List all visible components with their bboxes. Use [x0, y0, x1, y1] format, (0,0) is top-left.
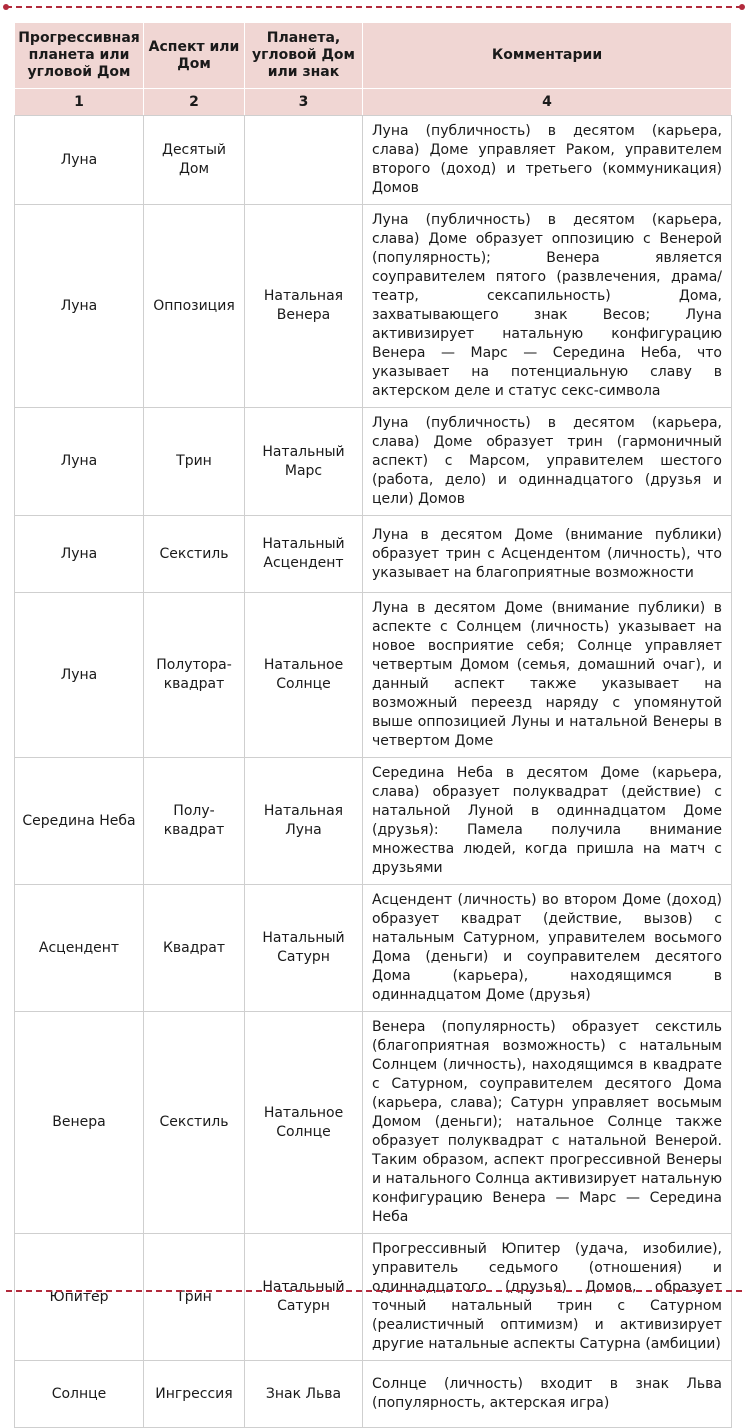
- aspect-cell: Секстиль: [144, 1012, 245, 1234]
- target-cell: Натальный Сатурн: [245, 1234, 363, 1361]
- header-col-1: Прогрессивная планета или угловой Дом: [15, 23, 144, 89]
- planet-cell: Луна: [15, 116, 144, 205]
- aspect-cell: Трин: [144, 1234, 245, 1361]
- planet-cell: Луна: [15, 593, 144, 758]
- planet-cell: Солнце: [15, 1361, 144, 1428]
- table-row: [15, 758, 732, 885]
- header-col-2: Аспект или Дом: [144, 23, 245, 89]
- corner-dot: [3, 4, 9, 10]
- planet-cell: Юпитер: [15, 1234, 144, 1361]
- table-row: [15, 116, 732, 205]
- target-cell: Натальный Асцендент: [245, 516, 363, 593]
- aspect-cell: Ингрессия: [144, 1361, 245, 1428]
- table-row: [15, 1234, 732, 1361]
- comment-cell: Солнце (личность) входит в знак Льва (популярность, актерская игра): [363, 1361, 732, 1428]
- table-row: [15, 408, 732, 516]
- aspect-cell: Полутора-квадрат: [144, 593, 245, 758]
- target-cell: Знак Льва: [245, 1361, 363, 1428]
- aspect-cell: Десятый Дом: [144, 116, 245, 205]
- table-row: [15, 593, 732, 758]
- planet-cell: Луна: [15, 205, 144, 408]
- column-number: 2: [144, 89, 245, 116]
- bottom-dashed-border: [6, 1290, 742, 1292]
- aspect-cell: Полу-квадрат: [144, 758, 245, 885]
- comment-cell: Луна в десятом Доме (внимание публики) в аспекте с Солнцем (личность) указывает на новое восприятие себя; Солнце управляет четвертым Домом (семья, домашний очаг), и данный аспект также указывает на возможный переезд наряду с упомянутой выше оппозицией Луны и натальной Венеры в четвертом Доме: [363, 593, 732, 758]
- planet-cell: Луна: [15, 408, 144, 516]
- target-cell: Натальное Солнце: [245, 1012, 363, 1234]
- target-cell: Натальная Венера: [245, 205, 363, 408]
- target-cell: Натальное Солнце: [245, 593, 363, 758]
- header-row: [15, 23, 732, 89]
- table-row: [15, 1012, 732, 1234]
- target-cell: Натальный Марс: [245, 408, 363, 516]
- table-row: [15, 1361, 732, 1428]
- comment-cell: Луна (публичность) в десятом (карьера, слава) Доме образует оппозицию с Венерой (популярность); Венера является соуправителем пятого (развлечения, драма/театр, сексапильность) Дома, захватывающего знак Весов; Луна активизирует натальную конфигурацию Венера — Марс — Середина Неба, что указывает на потенциальную славу в актерском деле и статус секс-символа: [363, 205, 732, 408]
- column-number: 3: [245, 89, 363, 116]
- comment-cell: Середина Неба в десятом Доме (карьера, слава) образует полуквадрат (действие) с натальной Луной в одиннадцатом Доме (друзья): Памела получила внимание множества людей, когда пришла на матч с друзьями: [363, 758, 732, 885]
- aspect-cell: Секстиль: [144, 516, 245, 593]
- comment-cell: Венера (популярность) образует секстиль (благоприятная возможность) с натальным Солнцем (личность), находящимся в квадрате с Сатурном, соуправителем десятого Дома (карьера, слава); Сатурн управляет восьмым Домом (деньги); натальное Солнце также образует полуквадрат с натальной Венерой. Таким образом, аспект прогрессивной Венеры и натального Солнца активизирует натальную конфигурацию Венера — Марс — Середина Неба: [363, 1012, 732, 1234]
- aspect-cell: Оппозиция: [144, 205, 245, 408]
- comment-cell: Луна (публичность) в десятом (карьера, слава) Доме управляет Раком, управителем второго (доход) и третьего (коммуникация) Домов: [363, 116, 732, 205]
- planet-cell: Середина Неба: [15, 758, 144, 885]
- column-number-row: [15, 89, 732, 116]
- table-row: [15, 885, 732, 1012]
- comment-cell: Луна в десятом Доме (внимание публики) образует трин с Асцендентом (личность), что указывает на благоприятные возможности: [363, 516, 732, 593]
- comment-cell: Луна (публичность) в десятом (карьера, слава) Доме образует трин (гармоничный аспект) с Марсом, управителем шестого (работа, дело) и одиннадцатого (друзья и цели) Домов: [363, 408, 732, 516]
- planet-cell: Венера: [15, 1012, 144, 1234]
- top-dashed-border: [6, 6, 742, 8]
- table-row: [15, 205, 732, 408]
- corner-dot: [739, 4, 745, 10]
- column-number: 1: [15, 89, 144, 116]
- column-number: 4: [363, 89, 732, 116]
- comment-cell: Прогрессивный Юпитер (удача, изобилие), управитель седьмого (отношения) и одиннадцатого (друзья) Домов, образует точный натальный трин с Сатурном (реалистичный оптимизм) и активизирует другие натальные аспекты Сатурна (амбиции): [363, 1234, 732, 1361]
- aspect-cell: Квадрат: [144, 885, 245, 1012]
- target-cell: Натальный Сатурн: [245, 885, 363, 1012]
- table-header: [15, 23, 732, 116]
- table-row: [15, 516, 732, 593]
- aspect-cell: Трин: [144, 408, 245, 516]
- planet-cell: Асцендент: [15, 885, 144, 1012]
- astrology-table: [14, 22, 732, 1428]
- target-cell: Натальная Луна: [245, 758, 363, 885]
- header-col-4: Комментарии: [363, 23, 732, 89]
- target-cell: [245, 116, 363, 205]
- planet-cell: Луна: [15, 516, 144, 593]
- header-col-3: Планета, угловой Дом или знак: [245, 23, 363, 89]
- comment-cell: Асцендент (личность) во втором Доме (доход) образует квадрат (действие, вызов) с натальным Сатурном, управителем восьмого Дома (деньги) и соуправителем десятого Дома (карьера), находящимся в одиннадцатом Доме (друзья): [363, 885, 732, 1012]
